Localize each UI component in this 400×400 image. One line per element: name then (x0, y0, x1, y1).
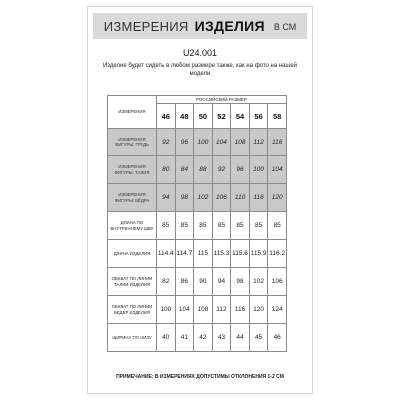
table-cell: 115.3 (212, 240, 231, 268)
table-row (108, 324, 287, 352)
table-cell: 115.6 (231, 240, 250, 268)
table-cell: 116 (268, 129, 287, 156)
table-cell: 102 (249, 268, 268, 296)
table-cell: 124 (268, 296, 287, 324)
table-cell: 120 (249, 296, 268, 324)
size-header-cell: 58 (268, 104, 287, 129)
table-cell: 120 (268, 184, 287, 212)
size-header-cell: 46 (157, 104, 176, 129)
table-row (108, 240, 287, 268)
header-left: ИЗМЕРЕНИЯ (103, 18, 189, 34)
table-cell: 100 (194, 129, 213, 156)
table-cell: 94 (157, 184, 176, 212)
size-header-cell: 56 (249, 104, 268, 129)
table-row (108, 212, 287, 240)
table-cell: 85 (268, 212, 287, 240)
header-banner (93, 13, 307, 39)
table-cell: 44 (231, 324, 250, 352)
table-cell: 110 (231, 184, 250, 212)
size-header-cell: 48 (175, 104, 194, 129)
table-cell: 41 (175, 324, 194, 352)
table-cell: 114.4 (157, 240, 176, 268)
table-cell: 45 (249, 324, 268, 352)
row-label: ИЗМЕРЕНИЯ ФИГУРЫ: ТАЛИЯ (108, 156, 157, 184)
size-header-cell: 54 (231, 104, 250, 129)
size-chart-sheet (87, 6, 313, 394)
table-cell: 85 (212, 212, 231, 240)
table-cell: 108 (231, 129, 250, 156)
table-cell: 100 (249, 156, 268, 184)
fit-note: Изделие будет сидеть в любом размере также, как на фото на нашей модели (102, 63, 298, 77)
table-row (108, 129, 287, 156)
table-cell: 96 (175, 129, 194, 156)
table-cell: 115 (194, 240, 213, 268)
header-unit: В СМ (273, 22, 297, 32)
table-cell: 104 (268, 156, 287, 184)
table-cell: 112 (212, 296, 231, 324)
table-cell: 104 (175, 296, 194, 324)
table-cell: 104 (212, 129, 231, 156)
table-cell: 85 (231, 212, 250, 240)
row-label: ДЛИНА ПО ВНУТРЕННЕМУ ШВУ (108, 212, 157, 240)
table-cell: 115.9 (249, 240, 268, 268)
table-cell: 84 (175, 156, 194, 184)
table-cell: 116 (231, 296, 250, 324)
table-cell: 114.7 (175, 240, 194, 268)
header-center: ИЗДЕЛИЯ (194, 18, 265, 34)
table-row (108, 268, 287, 296)
table-cell: 85 (157, 212, 176, 240)
table-cell: 116 (249, 184, 268, 212)
size-group-label: РОССИЙСКИЙ РАЗМЕР (157, 96, 287, 104)
table-cell: 85 (175, 212, 194, 240)
table-cell: 46 (268, 324, 287, 352)
table-row (108, 296, 287, 324)
article-number: U24.001 (182, 48, 218, 58)
footer-note: ПРИМЕЧАНИЕ: В ИЗМЕРЕНИЯХ ДОПУСТИМЫ ОТКЛОНЕНИЯ 1-2 СМ (116, 374, 284, 380)
table-cell: 40 (157, 324, 176, 352)
table-cell: 108 (194, 296, 213, 324)
row-label: ДЛИНА ИЗДЕЛИЯ (108, 240, 157, 268)
table-cell: 94 (212, 268, 231, 296)
table-cell: 92 (212, 156, 231, 184)
table-cell: 116.2 (268, 240, 287, 268)
table-cell: 96 (231, 156, 250, 184)
table-row (108, 184, 287, 212)
table-cell: 92 (157, 129, 176, 156)
row-label: ИЗМЕРЕНИЯ ФИГУРЫ: ГРУДЬ (108, 129, 157, 156)
table-cell: 90 (194, 268, 213, 296)
row-label: ОБХВАТ ПО ЛИНИИ БЕДЕР ИЗДЕЛИЯ (108, 296, 157, 324)
table-cell: 98 (231, 268, 250, 296)
table-cell: 112 (249, 129, 268, 156)
table-cell: 106 (268, 268, 287, 296)
table-cell: 98 (175, 184, 194, 212)
table-cell: 85 (249, 212, 268, 240)
table-cell: 106 (212, 184, 231, 212)
row-label: ОБХВАТ ПО ЛИНИИ ТАЛИИ ИЗДЕЛИЯ (108, 268, 157, 296)
row-label: ШИРИНА ПО НИЗУ (108, 324, 157, 352)
size-header-cell: 50 (194, 104, 213, 129)
table-body (108, 129, 287, 352)
size-table (107, 95, 287, 352)
table-cell: 42 (194, 324, 213, 352)
table-cell: 102 (194, 184, 213, 212)
size-header-cell: 52 (212, 104, 231, 129)
corner-label: ИЗМЕРЕНИЯ (108, 96, 157, 129)
table-cell: 85 (194, 212, 213, 240)
table-cell: 82 (157, 268, 176, 296)
table-cell: 43 (212, 324, 231, 352)
row-label: ИЗМЕРЕНИЯ ФИГУРЫ: БЁДРА (108, 184, 157, 212)
table-cell: 88 (194, 156, 213, 184)
table-row (108, 156, 287, 184)
table-cell: 80 (157, 156, 176, 184)
table-cell: 86 (175, 268, 194, 296)
table-cell: 100 (157, 296, 176, 324)
